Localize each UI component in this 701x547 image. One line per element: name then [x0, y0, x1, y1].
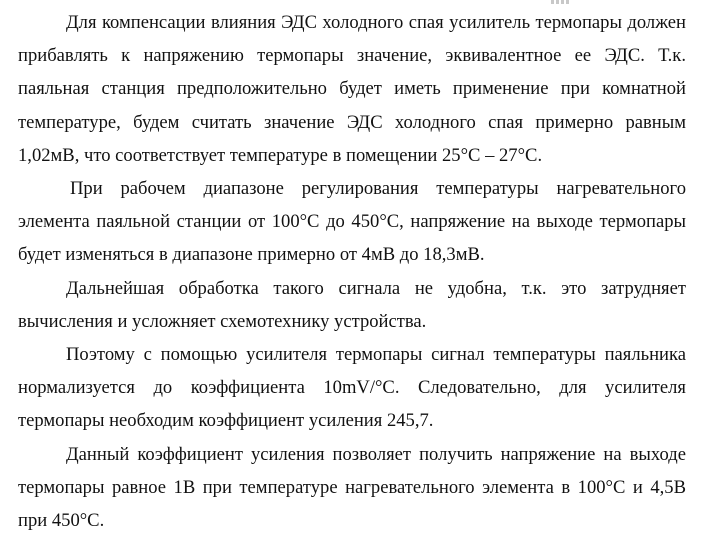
paragraph-cold-junction-compensation: Для компенсации влияния ЭДС холодного спая усилитель термопары должен прибавлять к напряжению термопары значение, эквивалентное ее ЭДС. Т.к. паяльная станция предположительно будет иметь применение при комнатной температуре, будем считать значение ЭДС холодного спая примерно равным 1,02мВ, что соответствует температуре в помещении 25°С – 27°С. [18, 12, 686, 166]
page-edge-mark [551, 0, 573, 4]
document-body [18, 6, 686, 537]
page-edge-mark-segment [556, 0, 559, 4]
page-edge-mark-segment [566, 0, 569, 4]
paragraph-signal-processing: Дальнейшая обработка такого сигнала не удобна, т.к. это затрудняет вычисления и усложняет схемотехнику устройства. [18, 277, 686, 332]
page-edge-mark-segment [551, 0, 554, 4]
paragraph-operating-range: При рабочем диапазоне регулирования температуры нагревательного элемента паяльной станции от 100°С до 450°С, напряжение на выходе термопары будет изменяться в диапазоне примерно от 4мВ до 18,3мВ. [18, 178, 686, 266]
paragraph-normalization: Поэтому с помощью усилителя термопары сигнал температуры паяльника нормализуется до коэффициента 10mV/°С. Следовательно, для усилителя термопары необходим коэффициент усиления 245,7. [18, 344, 686, 432]
paragraph-output-voltage: Данный коэффициент усиления позволяет получить напряжение на выходе термопары равное 1В при температуре нагревательного элемента в 100°С и 4,5В при 450°С. [18, 443, 686, 532]
page-edge-mark-segment [561, 0, 564, 4]
